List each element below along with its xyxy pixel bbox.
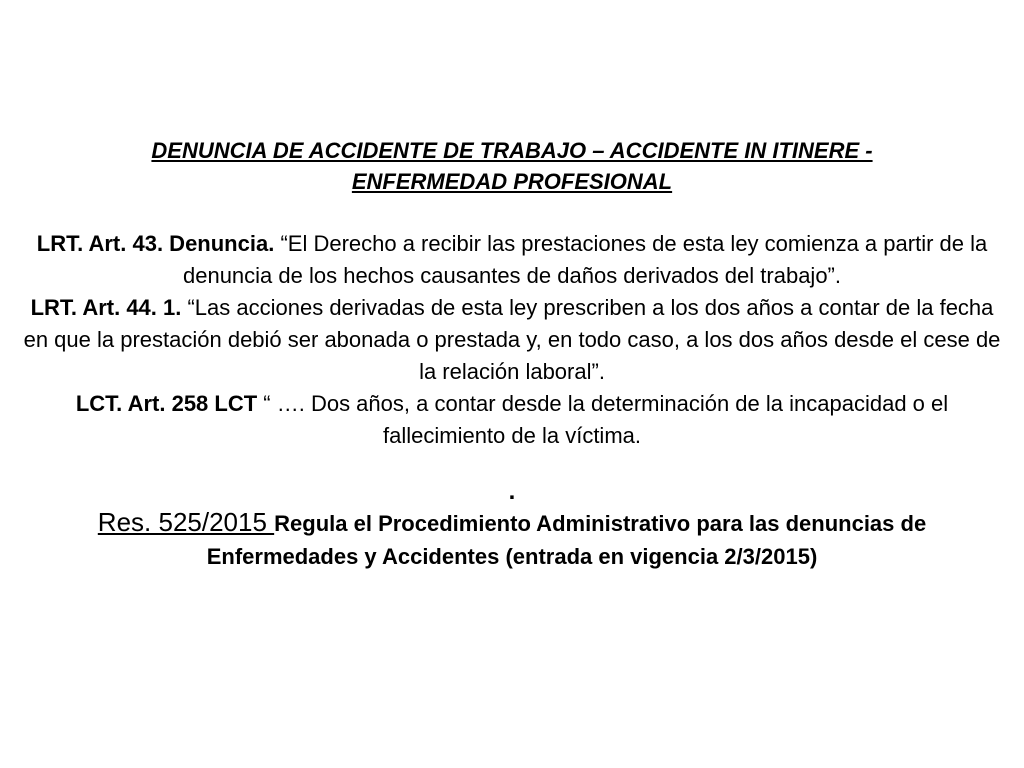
separator-dot: . [508,478,516,505]
resolution-ref: Res. 525/2015 [97,507,275,537]
page-title [0,135,1024,197]
title-line-2: ENFERMEDAD PROFESIONAL [351,169,673,194]
resolution-text-1: Regula el Procedimiento Administrativo para las denuncias de [274,511,927,536]
resolution-line-2: Enfermedades y Accidentes (entrada en vigencia 2/3/2015) [206,544,818,569]
resolution-line-1 [10,506,1014,540]
resolution-note [10,506,1014,573]
law-citations [20,228,1004,452]
title-line-1: DENUNCIA DE ACCIDENTE DE TRABAJO – ACCIDENTE IN ITINERE - [151,138,873,163]
citation-quote: “El Derecho a recibir las prestaciones de esta ley comienza a partir de la denuncia de los hechos causantes de daños derivados del trabajo”. [182,231,988,288]
citation-ref: LCT. Art. 258 LCT [75,391,258,416]
citation-lct-258 [20,388,1004,452]
citation-lrt-43 [20,228,1004,292]
citation-lrt-44 [20,292,1004,388]
citation-ref: LRT. Art. 44. 1. [30,295,182,320]
citation-ref: LRT. Art. 43. Denuncia. [36,231,275,256]
citation-quote: “ …. Dos años, a contar desde la determinación de la incapacidad o el fallecimiento de la víctima. [257,391,949,448]
citation-quote: “Las acciones derivadas de esta ley prescriben a los dos años a contar de la fecha en que la prestación debió ser abonada o prestada y, en todo caso, a los dos años desde el cese de la relación laboral”. [23,295,1001,384]
